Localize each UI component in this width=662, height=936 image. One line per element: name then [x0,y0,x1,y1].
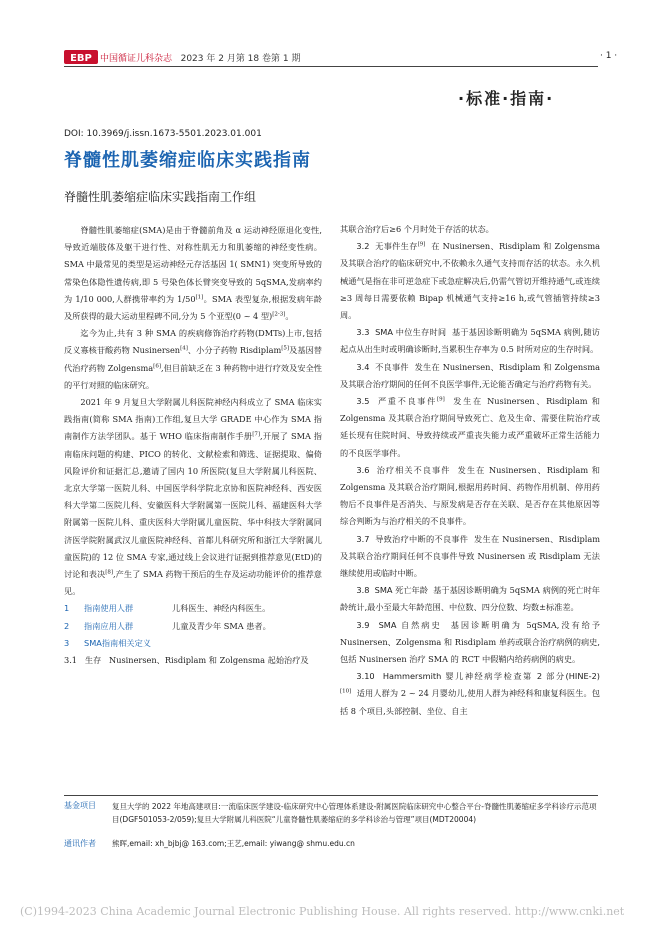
subsection-3-5: 3.5 严重不良事件[9] 发生在 Nusinersen、Risdiplam 和 Zolgensma 及其联合治疗期间导致死亡、危及生命、需要住院治疗或延长现有住院时间、导致持续或严重丧失能力或严重破坏正常生活能力的不良医学事件。 [340,396,600,458]
journal-logo-icon [64,50,98,64]
right-column [340,221,600,720]
citation[interactable]: [7] [252,431,261,438]
header-divider [64,66,598,67]
subsection-3-4: 3.4 不良事件 发生在 Nusinersen、Risdiplam 和 Zolgensma 及其联合治疗期间的任何不良医学事件,无论能否确定与治疗药物有关。 [340,361,600,389]
subsection-3-9: 3.9 SMA 自然病史 基因诊断明确为 5qSMA,没有给予 Nusinersen、Zolgensma 和 Risdiplam 单药或联合治疗病例的病史,包括 Nusinersen 治疗 SMA 的 RCT 中假鞘内给药病例的病史。 [340,619,600,665]
citation[interactable]: [1] [195,294,204,301]
subsection-3-7: 3.7 导致治疗中断的不良事件 发生在 Nusinersen、Risdiplam 及其联合治疗期间任何不良事件导致 Nusinersen 或 Risdiplam 无法继续使用或临时中断。 [340,533,600,579]
svg-text:EBP: EBP [70,53,92,64]
citation[interactable]: [5] [281,345,290,352]
section-label: ·标准·指南· [458,89,555,108]
paragraph-intro-1: 脊髓性肌萎缩症(SMA)是由于脊髓前角及 α 运动神经原退化变性,导致近端肢体及躯干进行性、对称性肌无力和肌萎缩的神经变性病。SMA 中最常见的类型是运动神经元存活基因 1( SMN1) 突变所导致的常染色体隐性遗传病,即 5 号染色体长臂突变导致的 5qSMA,发病率约为 1/10 000,人群携带率约为 1/50[1]。SMA 表型复杂,根据发病年龄及所获得的最大运动里程碑不同,分为 5 个亚型(0 ~ 4 型)[2-3]。 [64,225,322,322]
citation[interactable]: [2-3] [272,311,286,318]
paragraph-continuation: 其联合治疗后≥6 个月时处于存活的状态。 [340,224,494,234]
left-column [64,222,322,669]
corresponding-author-label: 通讯作者 [64,839,96,848]
paragraph-intro-3: 2021 年 9 月复旦大学附属儿科医院神经内科成立了 SMA 临床实践指南(简称 SMA 指南)工作组,复旦大学 GRADE 中心作为 SMA 指南制作方法学团队。基于 WHO 临床指南制作手册[7],开展了 SMA 指南临床问题的构建、PICO 的转化、文献检索和筛选、证据提取、偏倚风险评价和证据汇总,邀请了国内 10 所医院(复旦大学附属儿科医院、北京大学第一医院儿科、中国医学科学院北京协和医院神经科、西安医科大学第二医院儿科、安徽医科大学附属第一医院儿科、福建医科大学附属第一医院儿科、重庆医科大学附属儿童医院、华中科技大学附属同济医学院附属武汉儿童医院神经科、首都儿科研究所和浙江大学附属儿童医院)的 12 位 SMA 专家,通过线上会议进行证据到推荐意见(EtD)的讨论和表决[8],产生了 SMA 药物干预后的生存及运动功能评价的推荐意见。 [64,397,322,597]
doi: DOI: 10.3969/j.issn.1673-5501.2023.01.001 [64,129,262,139]
subsection-3-10: 3.10 Hammersmith 婴儿神经病学检查第 2 部分(HINE-2)[10] 适用人群为 2 ~ 24 月婴幼儿,使用人群为神经科和康复科医生。包括 8 个项目,头部控制、坐位、自主 [340,671,600,716]
section-heading-1: 1 指南使用人群 儿科医生、神经内科医生。 [64,603,271,614]
journal-name: 中国循证儿科杂志 [100,54,173,64]
journal-issue-line [100,51,300,64]
subsection-3-1: 3.1 生存 Nusinersen、Risdiplam 和 Zolgensma 起始治疗及 [64,655,309,666]
paragraph-intro-2: 迄今为止,共有 3 种 SMA 的疾病修饰治疗药物(DMTs)上市,包括反义寡核苷酸药物 Nusinersen[4]、小分子药物 Risdiplam[5]及基因替代治疗药物 Zolgensma[6],但目前缺乏在 3 种药物中进行疗效及安全性的平行对照的临床研究。 [64,328,322,390]
author-group: 脊髓性肌萎缩症临床实践指南工作组 [64,190,257,204]
citation[interactable]: [9] [436,396,445,403]
section-heading-3: 3 SMA指南相关定义 [64,637,151,648]
citation[interactable]: [10] [340,688,352,695]
citation[interactable]: [9] [417,241,426,248]
corresponding-author-text: 熊晖,email: xh_bjbj@ 163.com;王艺,email: yiwang@ shmu.edu.cn [112,839,355,848]
copyright-watermark: (C)1994-2023 China Academic Journal Electronic Publishing House. All rights reserved. http://www.cnki.net [20,905,625,918]
subsection-3-8: 3.8 SMA 死亡年龄 基于基因诊断明确为 5qSMA 病例的死亡时年龄统计,最小至最大年龄范围、中位数、四分位数、均数±标准差。 [340,585,600,613]
section-heading-2: 2 指南应用人群 儿童及青少年 SMA 患者。 [64,620,271,631]
funding-label: 基金项目 [64,801,96,810]
subsection-3-2: 3.2 无事件生存[9] 在 Nusinersen、Risdiplam 和 Zolgensma 及其联合治疗的临床研究中,不依赖永久通气支持而存活的状态。永久机械通气是指在非可逆急症下或急症解决后,仍需气管切开维持通气,或连续≥3 周每日需要依赖 Bipap 机械通气支持≥16 h,或气管插管持续≥3 周。 [340,241,600,321]
citation[interactable]: [8] [105,569,113,576]
subsection-3-3: 3.3 SMA 中位生存时间 基于基因诊断明确为 5qSMA 病例,随访起点从出生时或明确诊断时,当累积生存率为 0.5 时所对应的生存时间。 [340,327,600,355]
footnote-divider [64,795,598,796]
funding-text: 复旦大学的 2022 年地高建项目:一流临床医学建设-临床研究中心管理体系建设-附属医院临床研究中心整合平台-脊髓性肌萎缩症多学科诊疗示范项目(DGF501053-2/059);复旦大学附属儿科医院“儿童脊髓性肌萎缩症的多学科诊治与管理”项目(MDT20004) [112,802,597,824]
citation[interactable]: [4] [180,345,188,352]
subsection-3-6: 3.6 治疗相关不良事件 发生在 Nusinersen、Risdiplam 和 Zolgensma 及其联合治疗期间,根据用药时间、药物作用机制、停用药物后不良事件是否消失、与原发病是否存在关联、是否存在其他原因等综合判断为与治疗相关的不良事件。 [340,464,600,527]
issue-info: 2023 年 2 月第 18 卷第 1 期 [180,54,301,64]
page-number: · 1 · [600,51,618,61]
article-title: 脊髓性肌萎缩症临床实践指南 [64,150,311,171]
citation[interactable]: [6] [153,362,161,369]
